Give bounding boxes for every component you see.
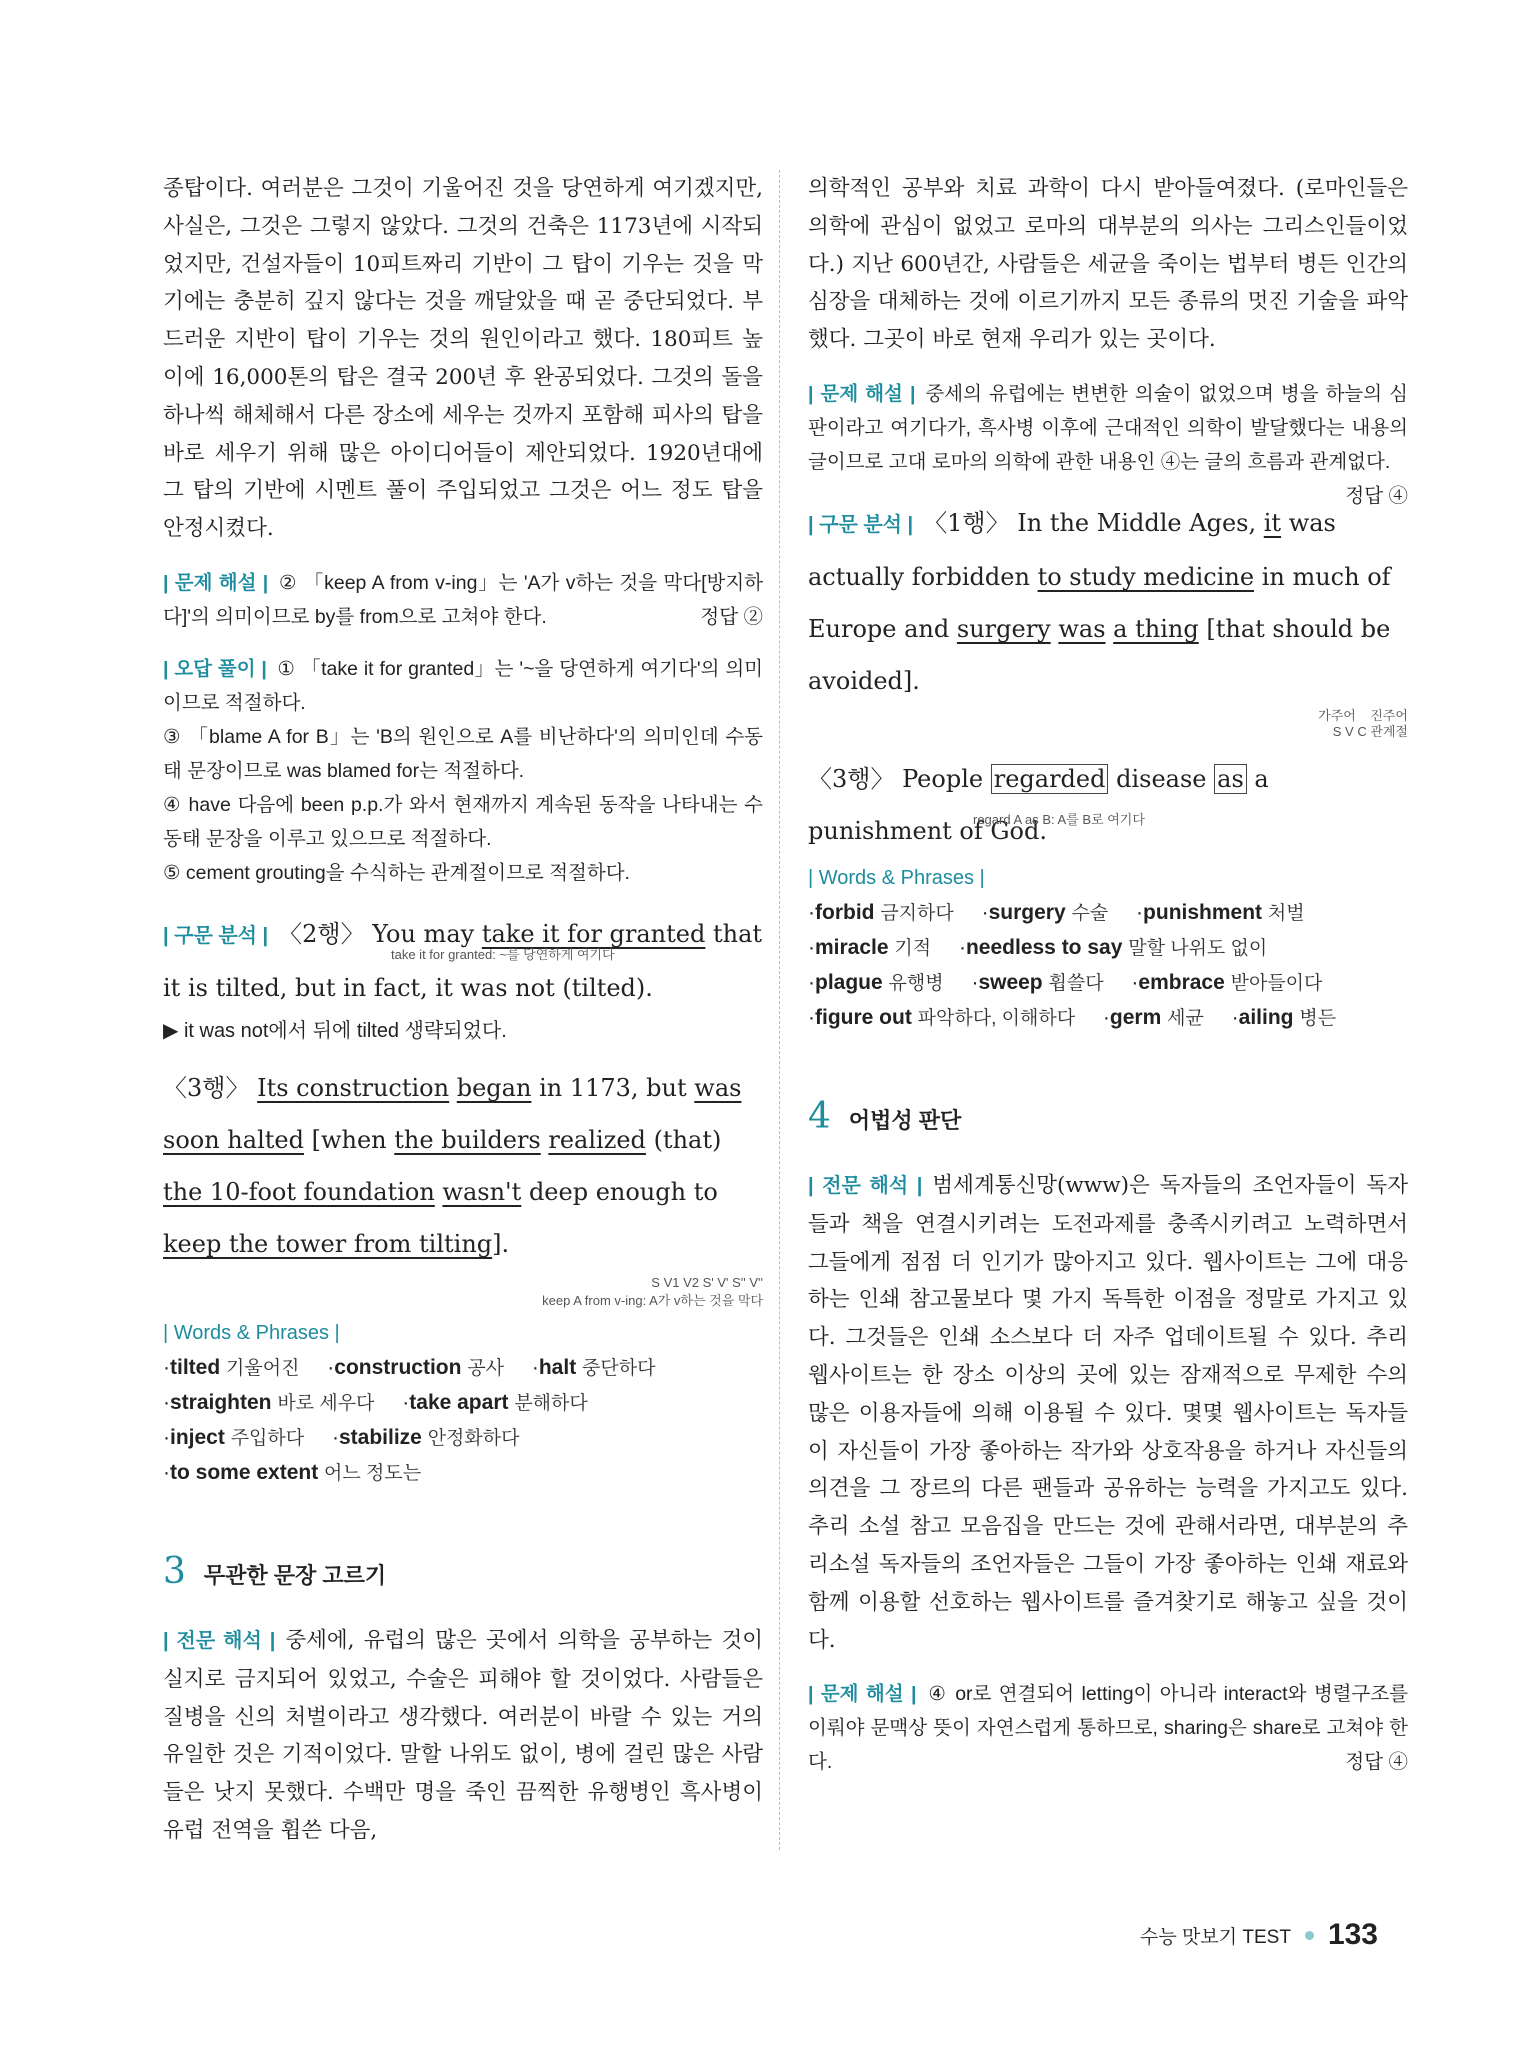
vocab-item: ·take apart 분해하다: [402, 1390, 588, 1414]
verb-v: was: [1058, 614, 1106, 643]
line-tag: 〈3행〉: [163, 1073, 250, 1102]
problem-explanation: [808, 377, 1408, 507]
full-translation-label: | 전문 해석 |: [808, 1174, 923, 1197]
vocab-item: ·stabilize 안정화하다: [331, 1425, 520, 1449]
vocab-item: ·figure out 파악하다, 이해하다: [808, 1005, 1076, 1029]
vocab-item: ·ailing 병든: [1231, 1005, 1337, 1029]
syntax-line-3: [163, 1062, 763, 1270]
vocab-item: ·construction 공사: [327, 1355, 505, 1379]
vocab-item: ·miracle 기적: [808, 935, 932, 959]
sentence-fragment: In the Middle Ages,: [1017, 508, 1257, 537]
sentence-fragment: [when: [311, 1125, 387, 1154]
words-phrases-row: [808, 1001, 1408, 1036]
vocab-item: ·to some extent 어느 정도는: [163, 1460, 422, 1484]
problem-explanation: [808, 1677, 1408, 1779]
sentence-fragment: You may: [372, 919, 475, 948]
vocab-item: ·halt 중단하다: [531, 1355, 656, 1379]
words-phrases-row: [808, 931, 1408, 966]
problem-explanation-text: ④ or로 연결되어 letting이 아니라 interact와 병렬구조를 이뤄야 문맥상 뜻이 자연스럽게 통하므로, sharing은 share로 고쳐야 한다.: [808, 1683, 1409, 1774]
words-phrases-row: [163, 1421, 763, 1456]
subject-s-prime: the builders: [394, 1125, 541, 1154]
subject-s: Its construction: [257, 1073, 450, 1102]
vocab-item: ·surgery 수술: [981, 900, 1109, 924]
answer-label: 정답 ②: [700, 605, 763, 628]
sentence-fragment: was actually forbidden: [808, 508, 1336, 591]
syntax-label: | 구문 분석 |: [163, 924, 269, 947]
sentence-fragment: that it is tilted, but in fact, it was not (tilted).: [163, 919, 763, 1002]
words-phrases-title: | Words & Phrases |: [163, 1321, 340, 1344]
boxed-word: as: [1214, 764, 1247, 794]
vocab-item: ·inject 주입하다: [163, 1425, 305, 1449]
sentence-fragment: (that): [653, 1125, 722, 1154]
answer-label: 정답 ④: [1345, 1751, 1408, 1774]
section-3-heading: [163, 1551, 763, 1592]
translation-continued: 의학적인 공부와 치료 과학이 다시 받아들여졌다. (로마인들은 의학에 관심이 없었고 로마의 대부분의 의사는 그리스인들이었다.) 지난 600년간, 사람들은 세균을 죽이는 법부터 병든 인간의 심장을 대체하는 것에 이르기까지 모든 종류의 멋진 기술을 파악했다. 그곳이 바로 현재 우리가 있는 곳이다.: [808, 176, 1408, 353]
section-title: 어법성 판단: [848, 1107, 962, 1133]
wrong-answer-label: | 오답 풀이 |: [163, 657, 267, 680]
relative-clause: [that should be avoided].: [808, 614, 1391, 695]
real-subject: to study medicine: [1037, 562, 1255, 591]
words-phrases-row: [808, 966, 1408, 1001]
footer-dot: [1305, 1931, 1314, 1940]
answer-label: 정답 ④: [1345, 484, 1408, 507]
full-translation: [163, 1622, 763, 1850]
words-phrases-row: [163, 1456, 763, 1491]
vocab-item: ·embrace 받아들이다: [1131, 970, 1323, 994]
vocab-item: ·plague 유행병: [808, 970, 944, 994]
subject-s-double-prime: the 10-foot foundation: [163, 1177, 435, 1206]
line-tag: 〈2행〉: [278, 919, 365, 948]
vocab-item: ·needless to say 말할 나위도 없이: [958, 935, 1268, 959]
phrase-annotation: keep A from v-ing: A가 v하는 것을 막다: [542, 1292, 763, 1308]
syntax-line-1: [808, 497, 1408, 707]
problem-explanation-label: | 문제 해설 |: [808, 382, 916, 405]
full-translation-label: | 전문 해석 |: [163, 1629, 276, 1652]
vocab-item: ·straighten 바로 세우다: [163, 1390, 375, 1414]
grammar-marks: S V1 V2 S' V' S'' V'': [651, 1274, 763, 1290]
phrase-annotation: take it for granted: ~를 당연하게 여기다: [391, 946, 615, 962]
problem-explanation: [163, 566, 763, 634]
verb-v-prime: realized: [548, 1125, 646, 1154]
sentence-fragment: a punishment of God.: [808, 764, 1269, 845]
verb-v-double-prime: wasn't: [442, 1177, 522, 1206]
wrong-answer-line: ⑤ cement grouting을 수식하는 관계절이므로 적절하다.: [163, 861, 630, 884]
full-translation: [808, 1167, 1408, 1659]
left-column: [163, 170, 763, 1868]
wrong-answer-line: ③ 「blame A for B」는 'B의 원인으로 A를 비난하다'의 의미인데 수동태 문장이므로 was blamed for는 적절하다.: [163, 725, 763, 782]
vocab-item: ·sweep 휩쓸다: [971, 970, 1104, 994]
full-translation-text: 범세계통신망(www)은 독자들의 조언자들이 독자들과 책을 연결시키려는 도전과제를 충족시키려고 노력하면서 그들에게 점점 더 인기가 많아지고 있다. 웹사이트는 그에 대응하는 인쇄 참고물보다 몇 가지 독특한 이점을 정말로 가지고 있다. 그것들은 인쇄 소스보다 더 자주 업데이트될 수 있다. 추리 웹사이트는 한 장소 이상의 곳에 있는 잠재적으로 무제한 수의 많은 이용자들에 의해 이용될 수 있다. 몇몇 웹사이트는 독자들이 자신들이 가장 좋아하는 작가와 상호작용을 하거나 자신들의 의견을 그 장르의 다른 팬들과 공유하는 능력을 가지고도 있다. 추리 소설 참고 모음집을 만드는 것에 관해서라면, 대부분의 추리소설 독자들의 조언자들은 그들이 가장 좋아하는 인쇄 재료와 함께 이용할 선호하는 웹사이트를 즐겨찾기로 해놓고 싶을 것이다.: [808, 1172, 1408, 1653]
sentence-fragment: in much of Europe and: [808, 562, 1391, 643]
problem-explanation-text: 중세의 유럽에는 변변한 의술이 없었으며 병을 하늘의 심판이라고 여기다가, 흑사병 이후에 근대적인 의학이 발달했다는 내용의 글이므로 고대 로마의 의학에 관한 내용인 ④는 글의 흐름과 관계없다.: [808, 382, 1408, 473]
problem-explanation-text: ② 「keep A from v-ing」는 'A가 v하는 것을 막다[방지하다]'의 의미이므로 by를 from으로 고쳐야 한다.: [163, 571, 763, 628]
column-divider: [779, 170, 780, 1850]
section-4-heading: [808, 1096, 1408, 1137]
syntax-note: ▶ it was not에서 뒤에 tilted 생략되었다.: [163, 1019, 507, 1042]
right-column: [808, 170, 1408, 1797]
words-phrases-row: [163, 1386, 763, 1421]
subject-s: surgery: [956, 614, 1051, 643]
sentence-fragment: People: [902, 764, 984, 793]
underlined-phrase: keep the tower from tilting: [163, 1229, 493, 1258]
underlined-phrase: take it for granted: [481, 919, 706, 948]
translation-continued: 종탑이다. 여러분은 그것이 기울어진 것을 당연하게 여기겠지만, 사실은, 그것은 그렇지 않았다. 그것의 건축은 1173년에 시작되었지만, 건설자들이 10피트짜리 기반이 그 탑이 기우는 것을 막기에는 충분히 깊지 않다는 것을 깨달았을 때 곧 중단되었다. 부드러운 지반이 탑이 기우는 것의 원인이라고 했다. 180피트 높이에 16,000톤의 탑은 결국 200년 후 완공되었다. 그것의 돌을 하나씩 해체해서 다른 장소에 세우는 것까지 포함해 피사의 탑을 바로 세우기 위해 많은 아이디어들이 제안되었다. 1920년대에 그 탑의 기반에 시멘트 풀이 주입되었고 그것은 어느 정도 탑을 안정시켰다.: [163, 176, 763, 542]
section-title: 무관한 문장 고르기: [203, 1562, 387, 1588]
wrong-answer-line: ④ have 다음에 been p.p.가 와서 현재까지 계속된 동작을 나타내는 수동태 문장을 이루고 있으므로 적절하다.: [163, 793, 763, 850]
sentence-fragment: ].: [492, 1229, 510, 1258]
syntax-line-3: [808, 753, 1408, 857]
problem-explanation-label: | 문제 해설 |: [808, 1683, 917, 1706]
sentence-fragment: deep enough to: [528, 1177, 718, 1206]
line-tag: 〈3행〉: [808, 764, 895, 793]
words-phrases-row: [163, 1351, 763, 1386]
verb-v2: was soon halted: [163, 1073, 742, 1154]
wrong-answer-explanation: [163, 652, 763, 890]
provisional-subject: it: [1263, 508, 1282, 537]
section-number: 4: [808, 1095, 831, 1137]
sentence-fragment: disease: [1116, 764, 1207, 793]
real-subject-note: 진주어: [1370, 707, 1408, 723]
syntax-label: | 구문 분석 |: [808, 513, 914, 536]
boxed-word: regarded: [991, 764, 1109, 794]
problem-explanation-label: | 문제 해설 |: [163, 571, 269, 594]
section-number: 3: [163, 1550, 186, 1592]
syntax-line-2: [163, 908, 763, 1002]
vocab-item: ·tilted 기울어진: [163, 1355, 300, 1379]
words-phrases-row: [808, 896, 1408, 931]
vocab-item: ·punishment 처벌: [1136, 900, 1305, 924]
phrase-annotation: regard A as B: A를 B로 여기다: [973, 811, 1145, 827]
page-footer: [1140, 1918, 1378, 1952]
wrong-answer-line: ① 「take it for granted」는 '~을 당연하게 여기다'의 의미이므로 적절하다.: [163, 657, 764, 714]
full-translation-text: 중세에, 유럽의 많은 곳에서 의학을 공부하는 것이 실지로 금지되어 있었고, 수술은 피해야 할 것이었다. 사람들은 질병을 신의 처벌이라고 생각했다. 여러분이 바랄 수 있는 거의 유일한 것은 기적이었다. 말할 나위도 없이, 병에 걸린 많은 사람들은 낫지 못했다. 수백만 명을 죽인 끔찍한 유행병인 흑사병이 유럽 전역을 휩쓴 다음,: [163, 1627, 763, 1843]
complement-c: a thing: [1113, 614, 1199, 643]
book-title: 수능 맛보기 TEST: [1140, 1926, 1291, 1948]
line-tag: 〈1행〉: [923, 508, 1010, 537]
page-number: 133: [1327, 1918, 1378, 1951]
vocab-item: ·germ 세균: [1102, 1005, 1204, 1029]
sentence-fragment: in 1173, but: [539, 1073, 687, 1102]
verb-v1: began: [456, 1073, 532, 1102]
words-phrases-title: | Words & Phrases |: [808, 866, 985, 889]
vocab-item: ·forbid 금지하다: [808, 900, 954, 924]
grammar-marks: S V C 관계절: [1332, 723, 1408, 739]
provisional-subject-note: 가주어: [1318, 707, 1356, 723]
